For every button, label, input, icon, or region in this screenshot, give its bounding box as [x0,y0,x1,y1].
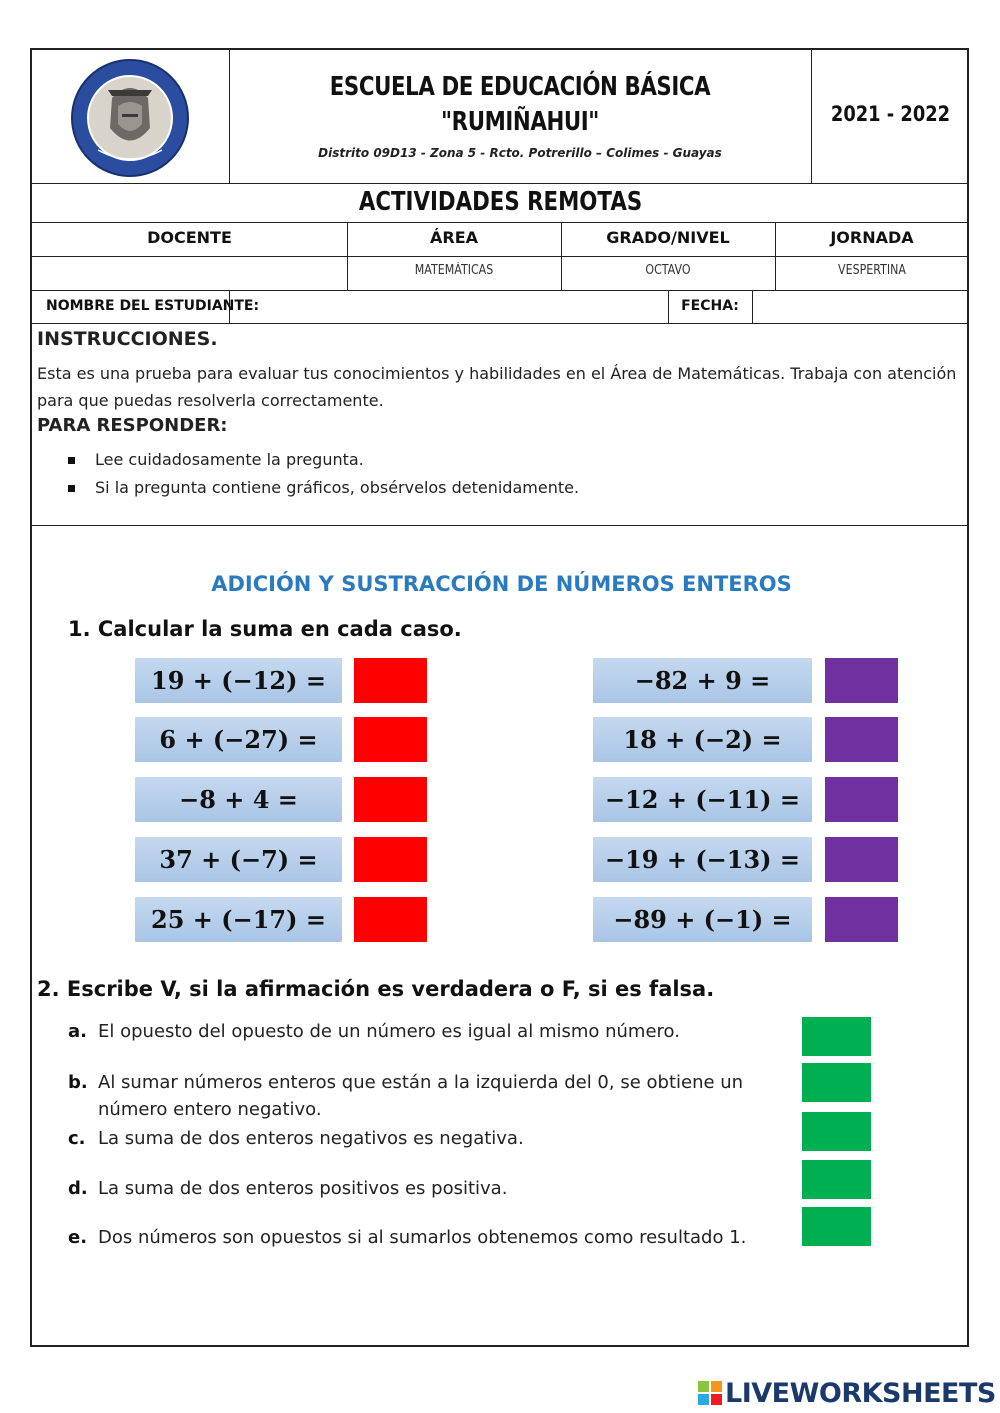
statement-text: Al sumar números enteros que están a la izquierda del 0, se obtiene un número entero negativo. [98,1072,744,1120]
bullet-icon [68,457,75,464]
watermark-text: LIVEWORKSHEETS [725,1377,996,1409]
school-name: ESCUELA DE EDUCACIÓN BÁSICA [329,72,711,102]
answer-box[interactable] [825,777,898,822]
bullet-icon [68,485,75,492]
liveworksheets-icon [698,1381,722,1405]
divider [229,50,230,183]
answer-box[interactable] [354,777,427,822]
value-jornada: VESPERTINA [838,263,906,278]
value-area: MATEMÁTICAS [414,263,494,278]
expression: −89 + (−1) = [593,897,812,942]
answer-box[interactable] [825,897,898,942]
activities-title: ACTIVIDADES REMOTAS [358,187,643,217]
statement-letter: a. [68,1021,87,1042]
answer-box[interactable] [825,717,898,762]
answer-box[interactable] [354,658,427,703]
student-name-field[interactable] [230,291,668,322]
bullet-text: Si la pregunta contiene gráficos, obsérvelos detenidamente. [95,478,580,497]
header-docente: DOCENTE [147,228,232,247]
question-1-title: 1. Calcular la suma en cada caso. [68,617,462,641]
divider [32,222,967,223]
answer-box[interactable] [802,1063,871,1102]
question-2-title: 2. Escribe V, si la afirmación es verdadera o F, si es falsa. [37,977,715,1001]
date-field[interactable] [753,291,967,322]
statement-letter: d. [68,1178,88,1199]
statement-c [68,1125,788,1152]
answer-box[interactable] [802,1017,871,1056]
statement-d [68,1175,788,1202]
school-year: 2021 - 2022 [830,102,951,126]
expression: 6 + (−27) = [135,717,342,762]
bullet-text: Lee cuidadosamente la pregunta. [95,450,364,469]
header-grado: GRADO/NIVEL [606,228,730,247]
statement-b [68,1069,788,1120]
expression: 37 + (−7) = [135,837,342,882]
statement-text: El opuesto del opuesto de un número es igual al mismo número. [98,1021,680,1042]
answer-box[interactable] [354,717,427,762]
value-grado: OCTAVO [645,263,691,278]
school-logo [68,58,192,178]
worksheet [30,48,969,1347]
instructions-text: Esta es una prueba para evaluar tus conocimientos y habilidades en el Área de Matemáticas. Trabaja con atención para que puedas resolverla correctamente. [37,364,957,410]
date-label: FECHA: [681,298,739,314]
answer-box[interactable] [802,1112,871,1151]
statement-text: La suma de dos enteros positivos es positiva. [98,1178,508,1199]
statement-text: La suma de dos enteros negativos es negativa. [98,1128,524,1149]
statement-letter: e. [68,1227,88,1248]
respond-heading: PARA RESPONDER: [37,415,228,436]
section-title: ADICIÓN Y SUSTRACCIÓN DE NÚMEROS ENTEROS [211,572,792,596]
instructions-heading: INSTRUCCIONES. [37,328,218,350]
expression: 18 + (−2) = [593,717,812,762]
divider [32,323,967,324]
statement-a [68,1018,788,1045]
answer-box[interactable] [825,658,898,703]
statement-letter: c. [68,1128,86,1149]
answer-box[interactable] [354,837,427,882]
answer-box[interactable] [825,837,898,882]
divider [32,183,967,184]
expression: 25 + (−17) = [135,897,342,942]
statement-e [68,1224,788,1251]
expression: −12 + (−11) = [593,777,812,822]
school-name-quoted: "RUMIÑAHUI" [440,107,600,137]
school-address: Distrito 09D13 - Zona 5 - Rcto. Potrerillo – Colimes - Guayas [318,146,722,160]
liveworksheets-logo [698,1377,996,1409]
header-area: ÁREA [429,228,478,247]
divider [32,256,967,257]
expression: −82 + 9 = [593,658,812,703]
header-jornada: JORNADA [830,228,914,247]
answer-box[interactable] [802,1160,871,1199]
statement-letter: b. [68,1072,88,1093]
divider [811,50,812,183]
statement-text: Dos números son opuestos si al sumarlos obtenemos como resultado 1. [98,1227,747,1248]
expression: 19 + (−12) = [135,658,342,703]
student-name-label: NOMBRE DEL ESTUDIANTE: [46,298,260,314]
bullet-item [68,478,579,497]
answer-box[interactable] [354,897,427,942]
bullet-item [68,450,364,469]
answer-box[interactable] [802,1207,871,1246]
divider [32,525,967,526]
expression: −8 + 4 = [135,777,342,822]
expression: −19 + (−13) = [593,837,812,882]
